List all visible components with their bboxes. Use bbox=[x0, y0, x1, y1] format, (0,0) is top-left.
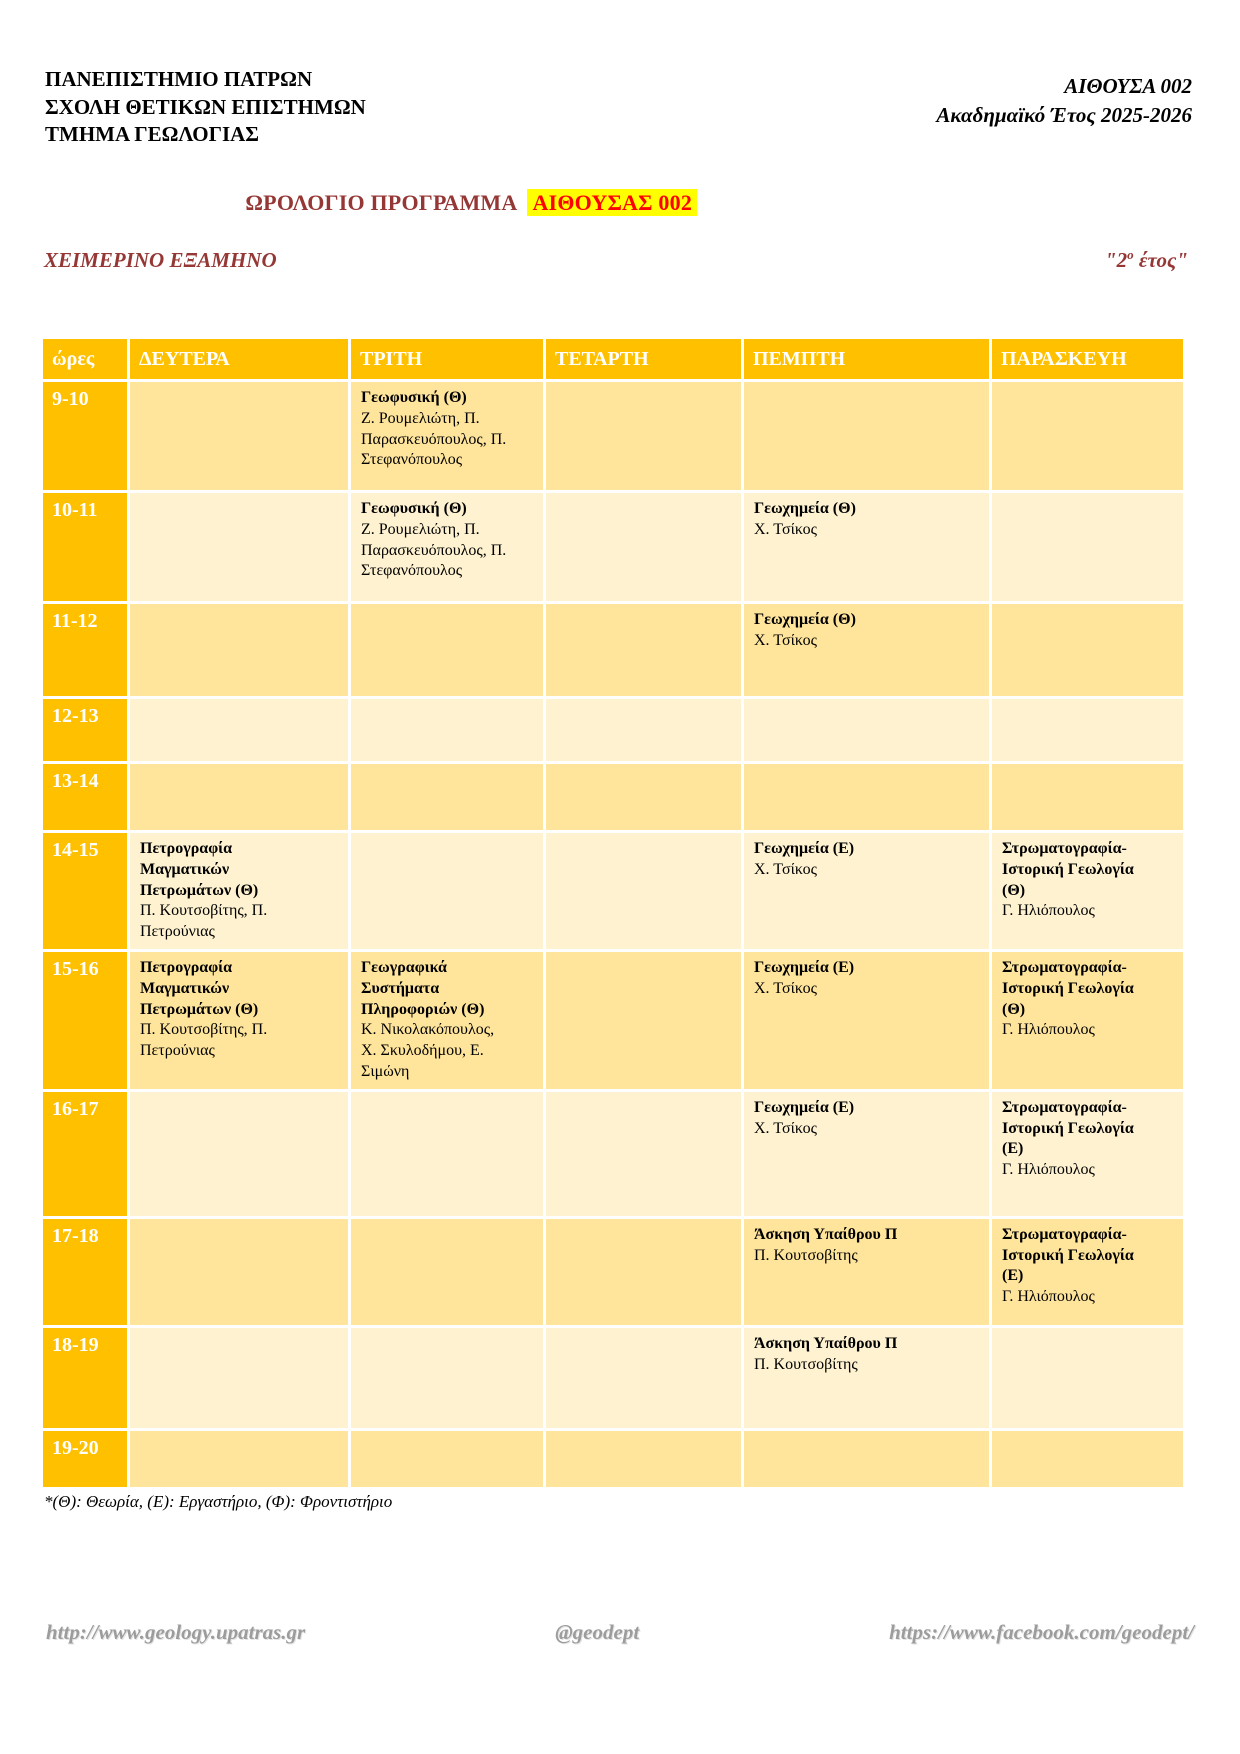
course-title: Στρωματογραφία-Ιστορική Γεωλογία (Ε) bbox=[1002, 1098, 1134, 1158]
course-entry bbox=[754, 1098, 969, 1140]
course-entry bbox=[754, 958, 969, 1000]
course-cell bbox=[992, 1219, 1183, 1325]
year-label: "$2^o$ έτος" bbox=[1104, 247, 1188, 272]
empty-cell bbox=[992, 382, 1183, 490]
table-row bbox=[43, 493, 1183, 601]
course-cell bbox=[744, 493, 989, 601]
empty-cell bbox=[546, 699, 741, 761]
time-cell: 13-14 bbox=[43, 764, 127, 830]
course-cell bbox=[744, 604, 989, 696]
department-name: ΤΜΗΜΑ ΓΕΩΛΟΓΙΑΣ bbox=[45, 122, 260, 147]
header-row bbox=[43, 339, 1183, 379]
header-monday: ΔΕΥΤΕΡΑ bbox=[130, 339, 348, 379]
course-title: Πετρογραφία Μαγματικών Πετρωμάτων (Θ) bbox=[140, 958, 259, 1018]
facebook-link[interactable]: https://www.facebook.com/geodept/ bbox=[889, 1620, 1194, 1644]
university-name: ΠΑΝΕΠΙΣΤΗΜΙΟ ΠΑΤΡΩΝ bbox=[45, 67, 313, 91]
time-cell: 15-16 bbox=[43, 952, 127, 1089]
course-title: Άσκηση Υπαίθρου Π bbox=[754, 1225, 898, 1243]
course-cell bbox=[992, 952, 1183, 1089]
course-title: Γεωχημεία (Ε) bbox=[754, 958, 855, 976]
empty-cell bbox=[130, 604, 348, 696]
course-entry bbox=[754, 1334, 969, 1376]
page-title bbox=[0, 190, 942, 216]
course-entry bbox=[754, 1225, 969, 1267]
course-entry bbox=[1002, 1225, 1154, 1308]
course-instructors: Χ. Τσίκος bbox=[754, 1119, 817, 1137]
course-entry bbox=[754, 839, 969, 881]
course-instructors: Π. Κουτσοβίτης bbox=[754, 1355, 858, 1373]
empty-cell bbox=[744, 699, 989, 761]
school-name: ΣΧΟΛΗ ΘΕΤΙΚΩΝ ΕΠΙΣΤΗΜΩΝ bbox=[45, 94, 366, 119]
empty-cell bbox=[351, 764, 543, 830]
table-row bbox=[43, 382, 1183, 490]
empty-cell bbox=[130, 1092, 348, 1216]
schedule-table bbox=[40, 336, 1186, 1490]
title-main: ΩΡΟΛΟΓΙΟ ΠΡΟΓΡΑΜΜΑ bbox=[245, 190, 518, 215]
empty-cell bbox=[351, 833, 543, 949]
empty-cell bbox=[992, 764, 1183, 830]
empty-cell bbox=[744, 1431, 989, 1487]
semester-label: ΧΕΙΜΕΡΙΝΟ ΕΞΑΜΗΝΟ bbox=[44, 248, 277, 272]
time-cell: 19-20 bbox=[43, 1431, 127, 1487]
course-entry bbox=[361, 388, 513, 471]
empty-cell bbox=[992, 1431, 1183, 1487]
course-title: Γεωφυσική (Θ) bbox=[361, 389, 467, 406]
time-cell: 9-10 bbox=[43, 382, 127, 490]
empty-cell bbox=[351, 604, 543, 696]
header-thursday: ΠΕΜΠΤΗ bbox=[744, 339, 989, 379]
empty-cell bbox=[992, 1328, 1183, 1428]
time-cell: 18-19 bbox=[43, 1328, 127, 1428]
empty-cell bbox=[546, 493, 741, 601]
organization-block bbox=[45, 66, 366, 149]
course-instructors: Χ. Τσίκος bbox=[754, 979, 817, 997]
course-title: Γεωχημεία (Ε) bbox=[754, 1098, 855, 1116]
course-instructors: Γ. Ηλιόπουλος bbox=[1002, 902, 1095, 920]
empty-cell bbox=[546, 382, 741, 490]
footer-links bbox=[46, 1620, 1194, 1645]
empty-cell bbox=[992, 493, 1183, 601]
course-entry bbox=[1002, 839, 1154, 922]
course-instructors: Χ. Τσίκος bbox=[754, 520, 817, 538]
empty-cell bbox=[351, 1328, 543, 1428]
time-cell: 17-18 bbox=[43, 1219, 127, 1325]
empty-cell bbox=[546, 1431, 741, 1487]
course-title: Στρωματογραφία-Ιστορική Γεωλογία (Ε) bbox=[1002, 1225, 1134, 1285]
course-title: Γεωχημεία (Θ) bbox=[754, 500, 856, 517]
empty-cell bbox=[744, 382, 989, 490]
table-row bbox=[43, 1431, 1183, 1487]
empty-cell bbox=[744, 764, 989, 830]
course-cell bbox=[351, 952, 543, 1089]
course-instructors: Π. Κουτσοβίτης, Π. Πετρούνιας bbox=[140, 1021, 268, 1060]
course-instructors: Ζ. Ρουμελιώτη, Π. Παρασκευόπουλος, Π. Στεφανόπουλος bbox=[361, 520, 507, 580]
time-cell: 16-17 bbox=[43, 1092, 127, 1216]
course-title: Γεωχημεία (Ε) bbox=[754, 840, 855, 857]
social-handle-link[interactable]: @geodept bbox=[555, 1620, 640, 1644]
header-friday: ΠΑΡΑΣΚΕΥΗ bbox=[992, 339, 1183, 379]
course-instructors: Π. Κουτσοβίτης, Π. Πετρούνιας bbox=[140, 902, 268, 941]
table-row bbox=[43, 833, 1183, 949]
empty-cell bbox=[992, 699, 1183, 761]
course-instructors: Κ. Νικολακόπουλος, Χ. Σκυλοδήμου, Ε. Σιμώνη bbox=[361, 1021, 495, 1080]
empty-cell bbox=[546, 1328, 741, 1428]
course-cell bbox=[744, 952, 989, 1089]
subtitle-row bbox=[44, 247, 1188, 273]
course-entry bbox=[754, 499, 969, 541]
course-cell bbox=[351, 493, 543, 601]
time-cell: 12-13 bbox=[43, 699, 127, 761]
course-cell bbox=[351, 382, 543, 490]
room-name: ΑΙΘΟΥΣΑ 002 bbox=[1064, 74, 1192, 98]
empty-cell bbox=[546, 833, 741, 949]
course-cell bbox=[992, 1092, 1183, 1216]
empty-cell bbox=[351, 699, 543, 761]
course-instructors: Γ. Ηλιόπουλος bbox=[1002, 1161, 1095, 1179]
course-entry bbox=[140, 839, 292, 943]
time-cell: 11-12 bbox=[43, 604, 127, 696]
course-instructors: Γ. Ηλιόπουλος bbox=[1002, 1288, 1095, 1306]
course-cell bbox=[744, 1328, 989, 1428]
course-instructors: Χ. Τσίκος bbox=[754, 631, 817, 649]
header-wednesday: ΤΕΤΑΡΤΗ bbox=[546, 339, 741, 379]
empty-cell bbox=[546, 1092, 741, 1216]
empty-cell bbox=[546, 764, 741, 830]
empty-cell bbox=[130, 1431, 348, 1487]
course-entry bbox=[1002, 958, 1154, 1041]
empty-cell bbox=[130, 764, 348, 830]
course-cell bbox=[744, 1092, 989, 1216]
course-entry bbox=[1002, 1098, 1154, 1181]
title-room-highlight: ΑΙΘΟΥΣΑΣ 002 bbox=[527, 189, 697, 216]
course-instructors: Γ. Ηλιόπουλος bbox=[1002, 1021, 1095, 1039]
table-row bbox=[43, 1092, 1183, 1216]
table-row bbox=[43, 1219, 1183, 1325]
empty-cell bbox=[130, 382, 348, 490]
course-cell bbox=[744, 1219, 989, 1325]
course-entry bbox=[361, 958, 513, 1083]
table-row bbox=[43, 952, 1183, 1089]
legend-footnote: *(Θ): Θεωρία, (Ε): Εργαστήριο, (Φ): Φροντιστήριο bbox=[44, 1492, 393, 1511]
course-cell bbox=[744, 833, 989, 949]
course-title: Πετρογραφία Μαγματικών Πετρωμάτων (Θ) bbox=[140, 840, 259, 899]
table-row bbox=[43, 604, 1183, 696]
empty-cell bbox=[351, 1092, 543, 1216]
course-title: Γεωχημεία (Θ) bbox=[754, 611, 856, 628]
empty-cell bbox=[351, 1219, 543, 1325]
course-instructors: Ζ. Ρουμελιώτη, Π. Παρασκευόπουλος, Π. Στεφανόπουλος bbox=[361, 409, 507, 469]
course-entry bbox=[754, 610, 969, 652]
schedule-table-body bbox=[43, 382, 1183, 1487]
course-title: Άσκηση Υπαίθρου Π bbox=[754, 1334, 898, 1352]
empty-cell bbox=[130, 699, 348, 761]
empty-cell bbox=[546, 952, 741, 1089]
empty-cell bbox=[546, 1219, 741, 1325]
course-entry bbox=[140, 958, 292, 1062]
header-tuesday: ΤΡΙΤΗ bbox=[351, 339, 543, 379]
empty-cell bbox=[130, 1219, 348, 1325]
header-hours: ώρες bbox=[43, 339, 127, 379]
empty-cell bbox=[351, 1431, 543, 1487]
time-cell: 14-15 bbox=[43, 833, 127, 949]
course-cell bbox=[130, 952, 348, 1089]
course-title: Γεωγραφικά Συστήματα Πληροφοριών (Θ) bbox=[361, 958, 485, 1018]
course-cell bbox=[130, 833, 348, 949]
room-meta-block bbox=[936, 72, 1192, 131]
course-title: Γεωφυσική (Θ) bbox=[361, 500, 467, 517]
table-row bbox=[43, 1328, 1183, 1428]
empty-cell bbox=[992, 604, 1183, 696]
course-cell bbox=[992, 833, 1183, 949]
course-instructors: Π. Κουτσοβίτης bbox=[754, 1246, 858, 1264]
empty-cell bbox=[546, 604, 741, 696]
course-title: Στρωματογραφία-Ιστορική Γεωλογία (Θ) bbox=[1002, 958, 1134, 1018]
table-row bbox=[43, 699, 1183, 761]
table-row bbox=[43, 764, 1183, 830]
academic-year: Ακαδημαϊκό Έτος 2025-2026 bbox=[936, 103, 1192, 128]
empty-cell bbox=[130, 1328, 348, 1428]
course-instructors: Χ. Τσίκος bbox=[754, 860, 817, 878]
empty-cell bbox=[130, 493, 348, 601]
course-entry bbox=[361, 499, 513, 582]
course-title: Στρωματογραφία-Ιστορική Γεωλογία (Θ) bbox=[1002, 840, 1134, 899]
website-link[interactable]: http://www.geology.upatras.gr bbox=[46, 1620, 306, 1644]
time-cell: 10-11 bbox=[43, 493, 127, 601]
